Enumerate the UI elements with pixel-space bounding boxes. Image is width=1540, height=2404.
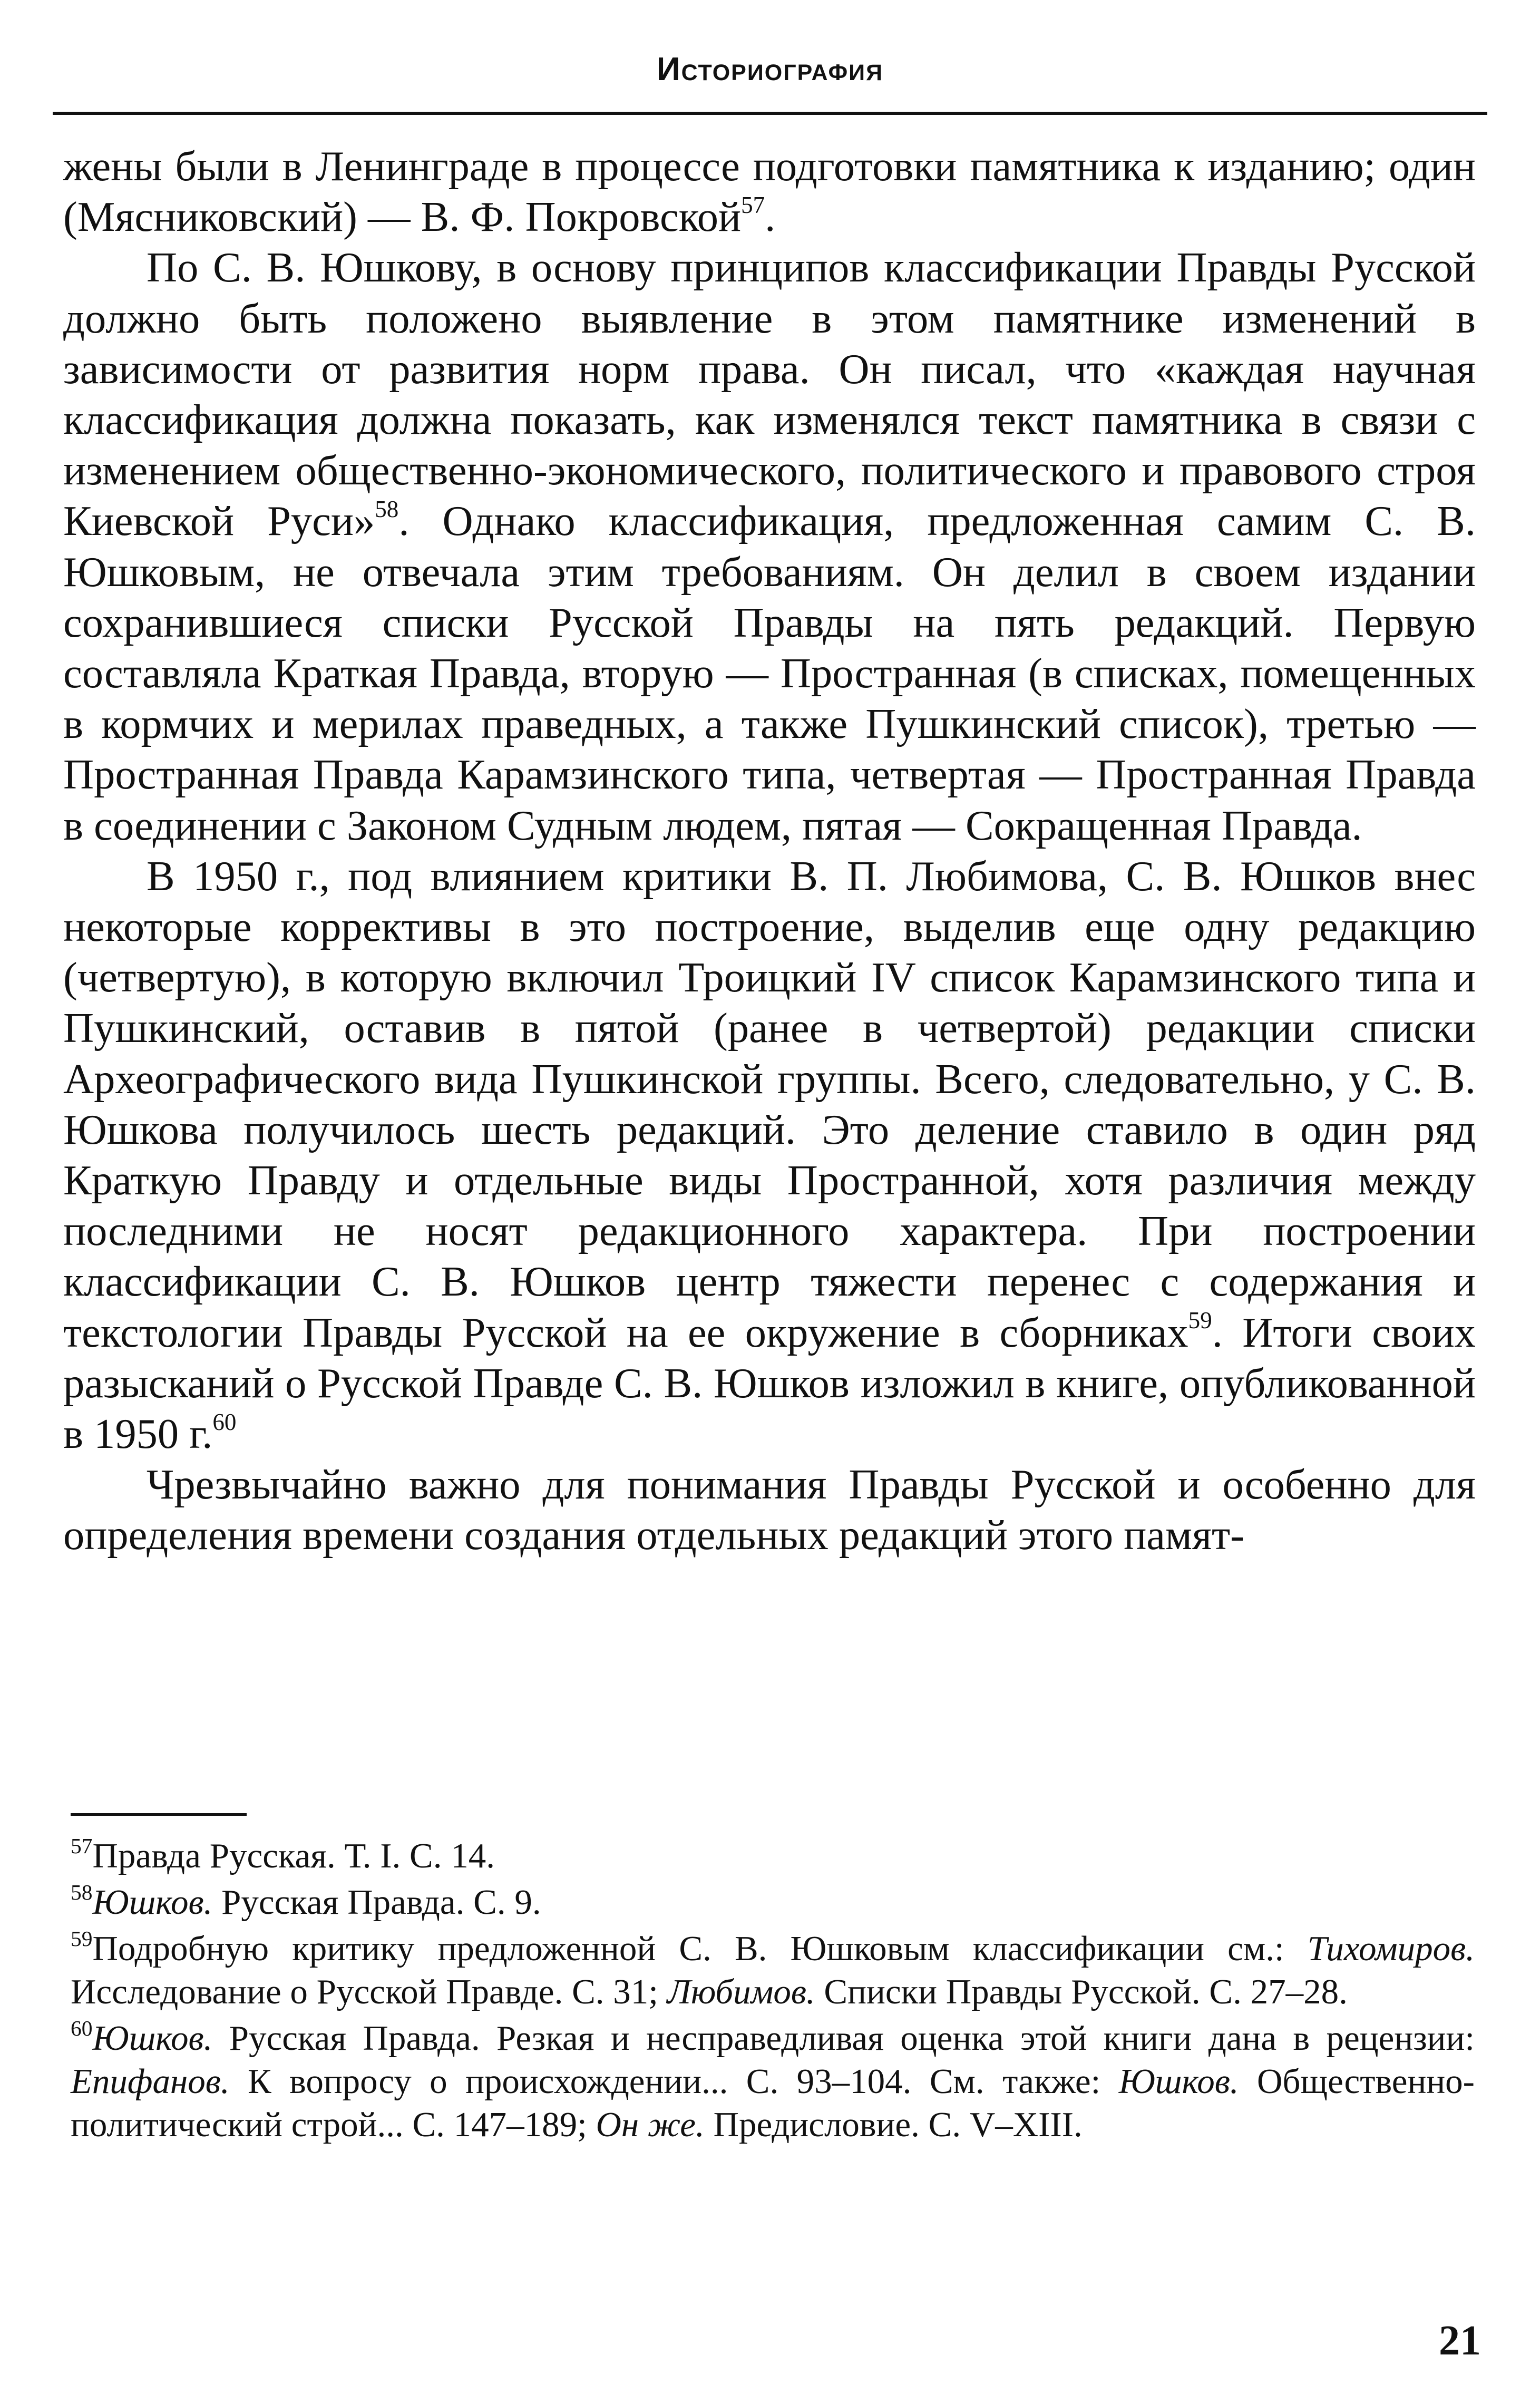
paragraph-3 — [63, 851, 1476, 1459]
footnote-59 — [71, 1927, 1475, 2013]
page-number: 21 — [1439, 2318, 1481, 2364]
footnote-author: Юшков. — [92, 2019, 213, 2058]
footnote-text: Предисловие. С. V–XIII. — [704, 2105, 1083, 2144]
paragraph-1-end: . — [765, 193, 776, 241]
paragraph-3-text-b: . Итоги своих разысканий о Русской Правде С. В. Юшков изложил в книге, опубликованной в 1950 г. — [63, 1309, 1476, 1458]
footnote-author: Епифанов. — [71, 2062, 230, 2101]
footnote-number: 57 — [71, 1833, 93, 1858]
running-head: Историография — [657, 51, 883, 87]
footnote-separator — [71, 1813, 247, 1816]
paragraph-2-text-a: По С. В. Юшкову, в основу принципов классификации Правды Русской должно быть положено выявление в этом памятнике изменений в зависимости от развития норм права. Он писал, что «каждая научная классификация должна показать, как изменялся текст памятника в связи с изменением общественно-экономического, политического и правового строя Киевской Руси» — [63, 244, 1476, 545]
footnote-text: Русская Правда. Резкая и несправедливая оценка этой книги дана в рецензии: — [212, 2019, 1475, 2058]
footnote-text: Общественно-политический строй... С. 147–189; — [71, 2062, 1475, 2144]
footnote-number: 59 — [71, 1926, 93, 1951]
footnote-text: Правда Русская. Т. I. С. 14. — [92, 1836, 495, 1875]
paragraph-2 — [63, 242, 1476, 851]
footnote-ref-59[interactable]: 59 — [1188, 1307, 1212, 1334]
paragraph-4 — [63, 1459, 1476, 1561]
footnote-58 — [71, 1881, 1475, 1924]
header-rule — [53, 112, 1487, 115]
footnote-author: Тихомиров. — [1307, 1929, 1475, 1968]
footnote-text: Русская Правда. С. 9. — [212, 1883, 541, 1922]
footnote-author: Любимов. — [667, 1972, 815, 2011]
paragraph-1-text: жены были в Ленинграде в процессе подготовки памятника к изданию; один (Мясниковский) — В. Ф. Покровской — [63, 143, 1476, 241]
main-text — [63, 141, 1476, 1561]
paragraph-1 — [63, 141, 1476, 242]
footnote-number: 58 — [71, 1880, 93, 1904]
footnote-author: Юшков. — [92, 1883, 213, 1922]
footnote-text: К вопросу о происхождении... С. 93–104. См. также: — [229, 2062, 1119, 2101]
footnote-text: Подробную критику предложенной С. В. Юшковым классификации см.: — [92, 1929, 1308, 1968]
paragraph-4-text: Чрезвычайно важно для понимания Правды Русской и особенно для определения времени создания отдельных редакций этого памят- — [63, 1461, 1476, 1559]
paragraph-2-text-b: . Однако классификация, предложенная самим С. В. Юшковым, не отвечала этим требованиям. Он делил в своем издании сохранившиеся списки Русской Правды на пять редакций. Первую составляла Краткая Правда, вторую — Пространная (в списках, помещенных в кормчих и мерилах праведных, а также Пушкинский список), третью — Пространная Правда Карамзинского типа, четвертая — Пространная Правда в соединении с Законом Судным людем, пятая — Сокращенная Правда. — [63, 498, 1476, 849]
paragraph-3-text-a: В 1950 г., под влиянием критики В. П. Любимова, С. В. Юшков внес некоторые коррективы в это построение, выделив еще одну редакцию (четвертую), в которую включил Троицкий IV список Карамзинского типа и Пушкинский, оставив в пятой (ранее в четвертой) редакции списки Археографического вида Пушкинской группы. Всего, следовательно, у С. В. Юшкова получилось шесть редакций. Это деление ставило в один ряд Краткую Правду и отдельные виды Пространной, хотя различия между последними не носят редакционного характера. При построении классификации С. В. Юшков центр тяжести перенес с содержания и текстологии Правды Русской на ее окружение в сборниках — [63, 852, 1476, 1356]
footnote-text: Исследование о Русской Правде. С. 31; — [71, 1972, 667, 2011]
footnotes — [71, 1834, 1475, 2149]
footnote-author: Юшков. — [1118, 2062, 1239, 2101]
footnote-author: Он же. — [596, 2105, 705, 2144]
footnote-ref-58[interactable]: 58 — [375, 495, 399, 522]
footnote-ref-57[interactable]: 57 — [741, 191, 765, 218]
footnote-text: Списки Правды Русской. С. 27–28. — [815, 1972, 1348, 2011]
footnote-ref-60[interactable]: 60 — [212, 1408, 237, 1435]
footnote-57 — [71, 1834, 1475, 1877]
footnote-60 — [71, 2017, 1475, 2146]
footnote-number: 60 — [71, 2016, 93, 2040]
